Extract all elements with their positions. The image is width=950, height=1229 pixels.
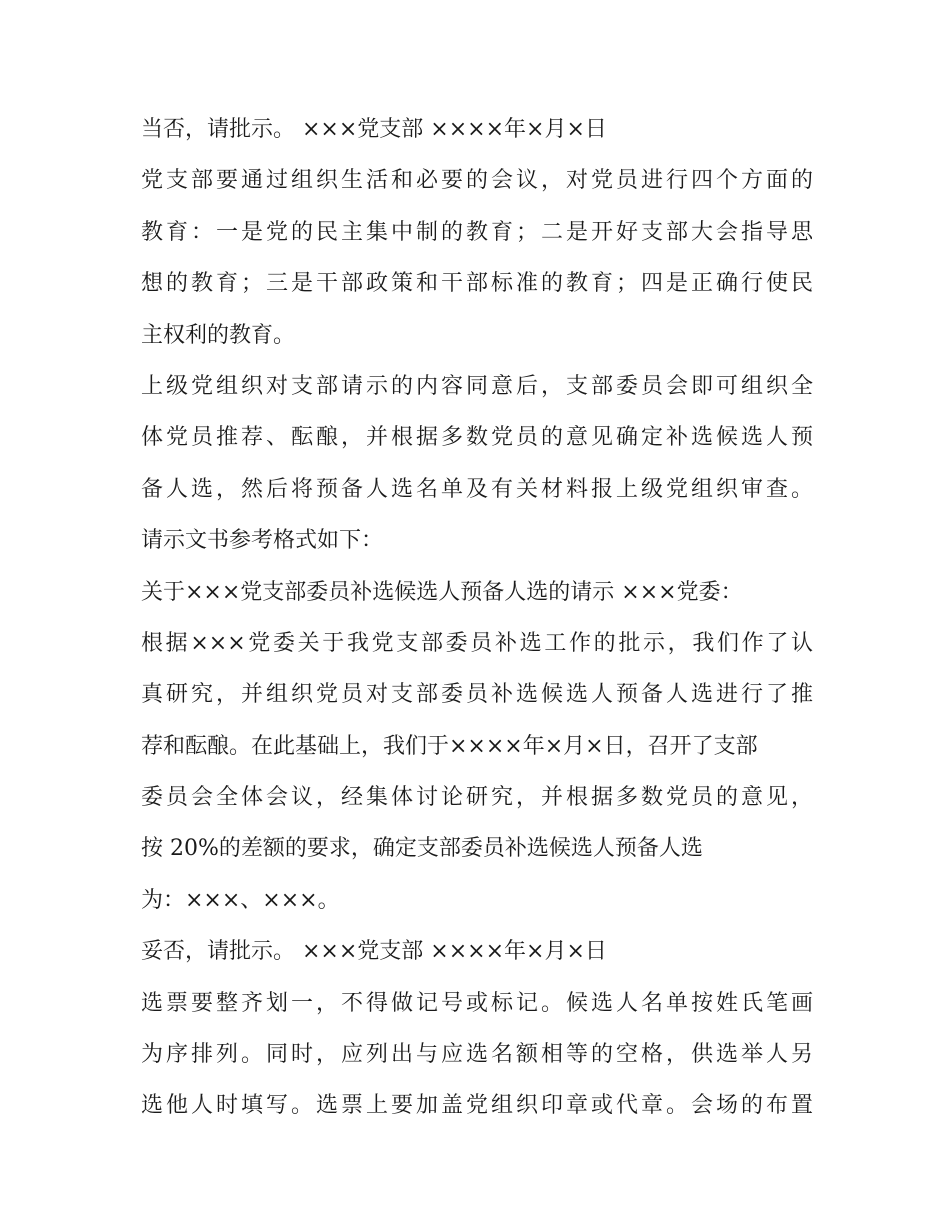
text-line-18: 选票要整齐划一，不得做记号或标记。候选人名单按姓氏笔画 bbox=[141, 990, 813, 1016]
text-line-14: 委员会全体会议，经集体讨论研究，并根据多数党员的意见， bbox=[141, 785, 813, 811]
text-line-4: 想的教育；三是干部政策和干部标准的教育；四是正确行使民 bbox=[141, 271, 813, 297]
text-line-2: 党支部要通过组织生活和必要的会议，对党员进行四个方面的 bbox=[141, 168, 813, 194]
text-line-13: 荐和酝酿。在此基础上，我们于××××年×月×日，召开了支部 bbox=[141, 733, 758, 759]
text-line-12: 真研究，并组织党员对支部委员补选候选人预备人选进行了推 bbox=[141, 682, 813, 708]
text-line-11: 根据×××党委关于我党支部委员补选工作的批示，我们作了认 bbox=[141, 630, 813, 656]
text-line-20: 选他人时填写。选票上要加盖党组织印章或代章。会场的布置 bbox=[141, 1093, 813, 1119]
text-line-10: 关于×××党支部委员补选候选人预备人选的请示 ×××党委： bbox=[141, 579, 743, 605]
text-line-19: 为序排列。同时，应列出与应选名额相等的空格，供选举人另 bbox=[141, 1042, 813, 1068]
text-line-1: 当否，请批示。 ×××党支部 ××××年×月×日 bbox=[141, 117, 607, 142]
text-line-17: 妥否，请批示。 ×××党支部 ××××年×月×日 bbox=[141, 939, 607, 965]
text-line-7: 体党员推荐、酝酿，并根据多数党员的意见确定补选候选人预 bbox=[141, 425, 813, 451]
text-line-16: 为：×××、×××。 bbox=[141, 887, 340, 913]
text-line-5: 主权利的教育。 bbox=[141, 322, 296, 348]
text-line-8: 备人选，然后将预备人选名单及有关材料报上级党组织审查。 bbox=[141, 476, 813, 502]
text-line-6: 上级党组织对支部请示的内容同意后，支部委员会即可组织全 bbox=[141, 373, 813, 399]
document-body bbox=[141, 104, 813, 1132]
text-line-3: 教育：一是党的民主集中制的教育；二是开好支部大会指导思 bbox=[141, 219, 813, 245]
text-line-15: 按 20%的差额的要求，确定支部委员补选候选人预备人选 bbox=[141, 836, 703, 862]
text-line-9: 请示文书参考格式如下： bbox=[141, 528, 384, 554]
